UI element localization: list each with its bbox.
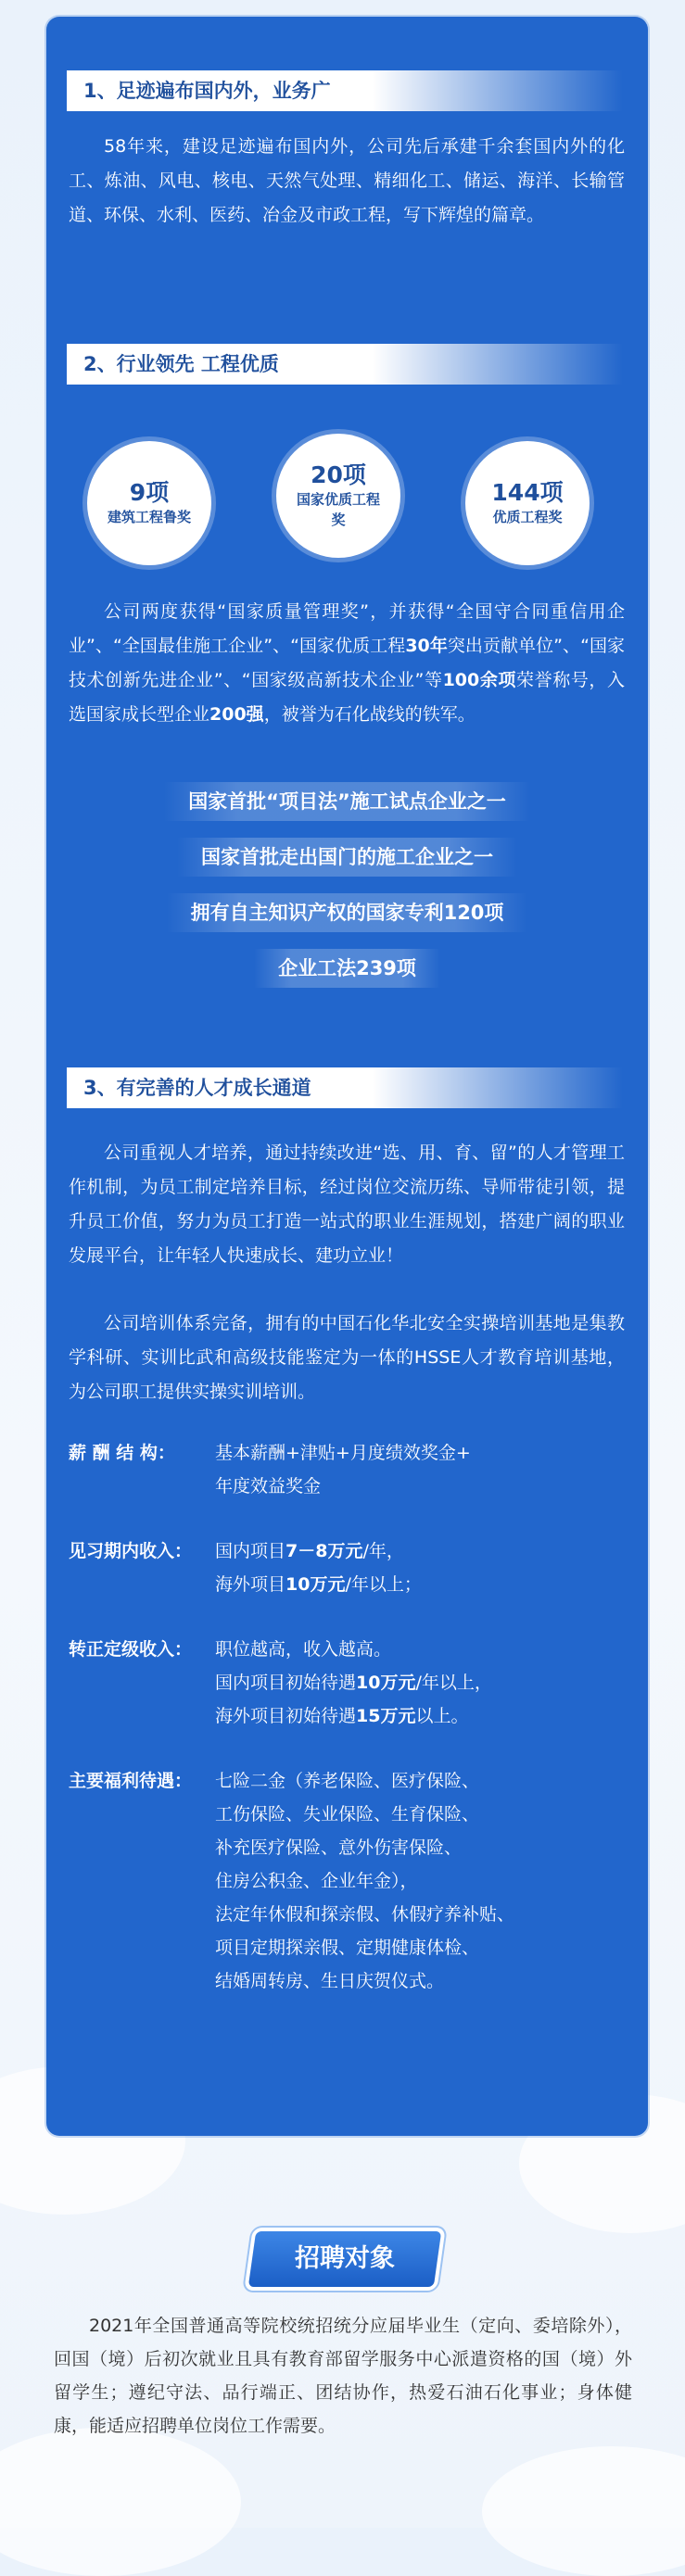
section-1-text: 58年来，建设足迹遍布国内外，公司先后承建千余套国内外的化工、炼油、风电、核电、天然气处理、精细化工、储运、海洋、长输管道、环保、水利、医药、冶金及市政工程，写下辉煌的篇章。 <box>69 136 625 225</box>
stat-circle <box>87 441 211 565</box>
highlight-text: 拥有自主知识产权的国家专利120项 <box>167 893 528 932</box>
stat-circle <box>465 441 590 565</box>
value-line: 法定年休假和探亲假、休假疗养补贴、 <box>215 1904 515 1925</box>
recruit-badge-label: 招聘对象 <box>295 2244 395 2273</box>
highlight-line <box>46 893 648 932</box>
text-bold: 10万元 <box>285 1574 346 1595</box>
value-line <box>215 1568 632 1601</box>
text-part: 以上。 <box>415 1706 469 1726</box>
stat-circle <box>276 434 400 558</box>
highlight-text: 企业工法239项 <box>254 949 440 988</box>
stat-label: 建筑工程鲁奖 <box>107 509 191 525</box>
text-part: /年以上， <box>415 1673 492 1693</box>
value-line: 职位越高，收入越高。 <box>215 1639 392 1660</box>
text-part: 海外项目初始待遇 <box>215 1706 357 1726</box>
company-info-card <box>46 17 648 2136</box>
text-bold: 10万元 <box>356 1673 416 1693</box>
text-bold: 200强 <box>209 704 264 725</box>
row-key: 转正定级收入： <box>69 1639 193 1660</box>
stats-circles <box>46 434 648 573</box>
section-3-para-1: 公司重视人才培养，通过持续改进“选、用、育、留”的人才管理工作机制，为员工制定培养目标，经过岗位交流历练、导师带徒引领，提升员工价值，努力为员工打造一站式的职业生涯规划，搭建广阔的职业发展平台，让年轻人快速成长、建功立业！ <box>69 1143 625 1266</box>
text-bold: 15万元 <box>356 1706 416 1726</box>
recruit-target-text: 2021年全国普通高等院校统招统分应届毕业生（定向、委培除外），回国（境）后初次就业且具有教育部留学服务中心派遣资格的国（境）外留学生；遵纪守法、品行端正、团结协作，热爱石油石化事业；身体健康，能适应招聘单位岗位工作需要。 <box>54 2316 632 2436</box>
value-line: 结婚周转房、生日庆贺仪式。 <box>215 1971 445 1991</box>
value-line: 基本薪酬+津贴+月度绩效奖金+ <box>215 1443 471 1463</box>
text-part: 荣誉称号，入选国家成长型企业 <box>69 670 625 725</box>
value-line: 项目定期探亲假、定期健康体检、 <box>215 1938 480 1958</box>
value-line: 工伤保险、失业保险、生育保险、 <box>215 1804 480 1825</box>
cloud-decoration <box>0 2428 241 2576</box>
text-part: /年以上； <box>345 1574 422 1595</box>
text-part: 海外项目 <box>215 1574 286 1595</box>
row-value <box>215 1534 632 1601</box>
value-line: 年度效益奖金 <box>215 1476 322 1496</box>
stat-number: 9项 <box>129 479 170 506</box>
row-key: 薪 酬 结 构： <box>69 1443 175 1463</box>
text-part: 公司两度获得“国家质量管理奖”，并获得“全国守合同重信用企业”、“全国最佳施工企业”、“国家优质工程 <box>69 601 625 656</box>
value-line: 七险二金（养老保险、医疗保险、 <box>215 1771 480 1791</box>
highlight-line <box>46 949 648 988</box>
stat-label: 国家优质工程奖 <box>296 491 380 528</box>
text-part: ，被誉为石化战线的铁军。 <box>263 704 476 725</box>
row-value <box>215 1436 632 1503</box>
text-part: 国内项目初始待遇 <box>215 1673 357 1693</box>
highlight-line <box>46 838 648 877</box>
value-line <box>215 1666 632 1699</box>
highlight-text: 国家首批“项目法”施工试点企业之一 <box>164 782 530 821</box>
value-line <box>215 1699 632 1733</box>
value-line: 补充医疗保险、意外伤害保险、 <box>215 1837 463 1858</box>
section-3-para-2: 公司培训体系完备，拥有的中国石化华北安全实操培训基地是集教学科研、实训比武和高级技能鉴定为一体的HSSE人才教育培训基地，为公司职工提供实操实训培训。 <box>69 1313 625 1402</box>
section-2-text <box>69 595 625 732</box>
section-2-title: 2、行业领先 工程优质 <box>67 344 623 385</box>
benefits-row <box>69 1764 634 1998</box>
stat-number: 144项 <box>491 479 564 506</box>
text-bold: 30年 <box>405 636 448 656</box>
intern-income-row <box>69 1534 634 1601</box>
row-key: 见习期内收入： <box>69 1541 193 1561</box>
row-key: 主要福利待遇： <box>69 1771 193 1791</box>
row-value <box>215 1633 632 1733</box>
value-line: 住房公积金、企业年金）， <box>215 1871 418 1891</box>
highlight-text: 国家首批走出国门的施工企业之一 <box>177 838 517 877</box>
text-part: /年， <box>362 1541 404 1561</box>
text-part: 突出贡献单位”、“国家技术创新先进企业”、“国家级高新技术企业”等 <box>69 636 625 690</box>
text-bold: 100余项 <box>442 670 517 690</box>
stat-label: 优质工程奖 <box>492 509 563 525</box>
value-line <box>215 1534 632 1568</box>
row-value <box>215 1764 632 1998</box>
regular-income-row <box>69 1633 634 1733</box>
stat-number: 20项 <box>311 461 366 488</box>
section-3-title: 3、有完善的人才成长通道 <box>67 1067 623 1108</box>
text-bold: 7－8万元 <box>285 1541 363 1561</box>
cloud-decoration <box>482 2446 685 2576</box>
highlight-line <box>46 782 648 821</box>
salary-structure-row <box>69 1436 634 1503</box>
text-part: 国内项目 <box>215 1541 286 1561</box>
section-1-title: 1、足迹遍布国内外，业务广 <box>67 70 623 111</box>
